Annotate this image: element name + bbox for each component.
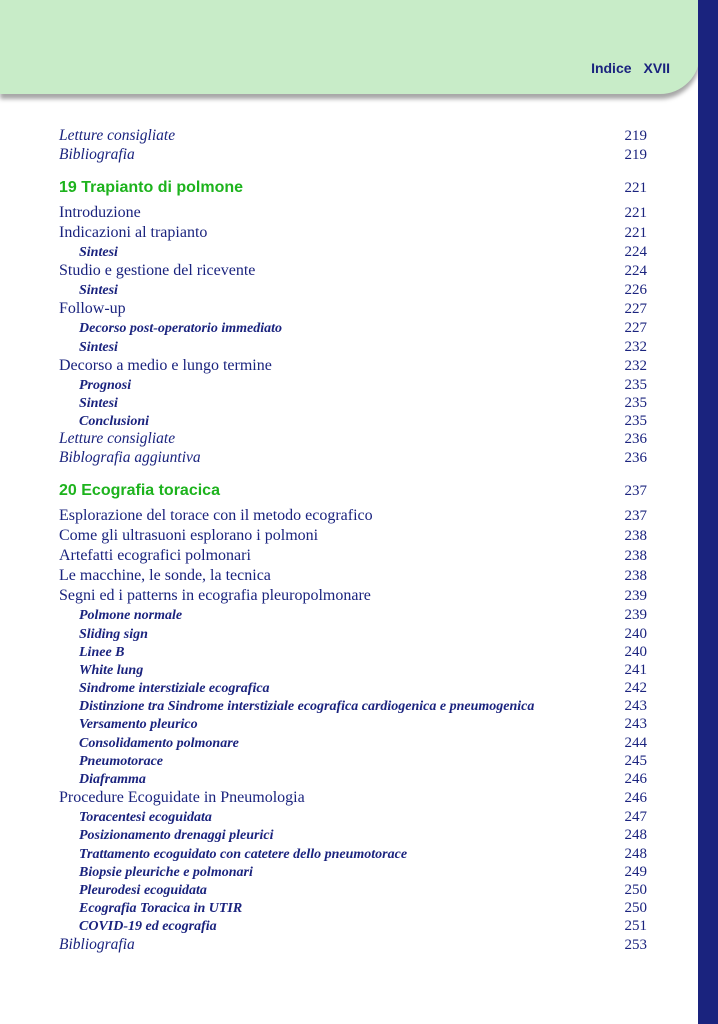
toc-entry[interactable] [59, 679, 647, 697]
toc-entry-title: Letture consigliate [59, 127, 176, 144]
toc-entry-page: 236 [624, 431, 647, 448]
toc-entry-title: Diaframma [79, 772, 146, 787]
toc-entry-title: Sintesi [79, 245, 118, 260]
toc-entry-title: 19 Trapianto di polmone [59, 179, 244, 196]
toc-entry[interactable] [59, 643, 647, 661]
toc-entry-title: Sindrome interstiziale ecografica [79, 681, 270, 697]
toc-entry[interactable] [59, 899, 647, 917]
running-header [591, 60, 670, 76]
toc-entry-page: 235 [624, 376, 647, 393]
toc-entry-page: 238 [624, 568, 647, 585]
toc-entry[interactable] [59, 412, 647, 430]
toc-entry-title: Decorso a medio e lungo termine [59, 356, 272, 374]
header-page-number: XVII [643, 60, 670, 76]
toc-entry[interactable] [59, 734, 647, 752]
header-band [0, 0, 700, 94]
toc-entry-page: 242 [624, 680, 647, 697]
toc-entry-page: 248 [624, 827, 647, 844]
toc-entry-title: Indicazioni al trapianto [59, 224, 208, 241]
toc-entry[interactable] [59, 127, 647, 146]
toc-entry-page: 226 [624, 282, 647, 299]
toc-entry-title: Artefatti ecografici polmonari [59, 547, 251, 565]
toc-entry[interactable] [59, 625, 647, 643]
toc-entry-title: Decorso post-operatorio immediato [79, 321, 282, 337]
toc-entry-title: Introduzione [59, 204, 141, 221]
toc-entry-title: Come gli ultrasuoni esplorano i polmoni [59, 527, 319, 545]
toc-entry[interactable] [59, 146, 647, 165]
toc-entry[interactable] [59, 845, 647, 863]
toc-entry[interactable] [59, 526, 647, 546]
toc-entry[interactable] [59, 243, 647, 261]
toc-entry-title: Prognosi [79, 377, 132, 393]
toc-chapter[interactable] [59, 479, 647, 503]
toc-entry-page: 240 [624, 643, 647, 660]
toc-entry-title: Sintesi [79, 339, 118, 355]
toc-entry-title: Le macchine, le sonde, la tecnica [59, 567, 271, 585]
toc-entry-page: 235 [624, 413, 647, 430]
toc-entry-page: 248 [624, 845, 647, 862]
toc-entry-title: 20 Ecografia toracica [59, 482, 220, 500]
toc-entry[interactable] [59, 788, 647, 808]
toc-entry-title: Posizionamento drenaggi pleurici [79, 828, 274, 844]
toc-entry[interactable] [59, 506, 647, 526]
toc-entry[interactable] [59, 319, 647, 337]
toc-entry-page: 224 [624, 244, 647, 260]
toc-entry[interactable] [59, 606, 647, 624]
edge-bar [698, 0, 718, 1024]
toc-entry-title: White lung [79, 662, 144, 678]
toc-entry-title: Polmone normale [79, 608, 183, 624]
toc-entry-title: Versamento pleurico [79, 717, 198, 733]
toc-entry-title: Ecografia Toracica in UTIR [79, 901, 243, 917]
toc-entry[interactable] [59, 566, 647, 586]
toc-entry-title: Conclusioni [79, 414, 150, 430]
toc-entry[interactable] [59, 430, 647, 449]
toc-entry[interactable] [59, 586, 647, 606]
toc-entry-page: 243 [624, 716, 647, 733]
toc-entry-page: 219 [624, 128, 647, 144]
toc-entry[interactable] [59, 449, 647, 468]
toc-entry-page: 251 [624, 918, 647, 935]
toc-entry-page: 250 [624, 900, 647, 917]
toc-entry-page: 246 [624, 790, 647, 807]
toc-entry-page: 245 [624, 752, 647, 769]
toc-entry-title: Sintesi [79, 283, 118, 299]
toc-entry-page: 221 [624, 225, 647, 241]
toc-entry-title: COVID-19 ed ecografia [79, 919, 217, 935]
toc-entry-page: 219 [624, 146, 647, 163]
toc-entry-page: 250 [624, 881, 647, 898]
toc-entry-title: Procedure Ecoguidate in Pneumologia [59, 789, 305, 807]
toc-entry-title: Sintesi [79, 395, 118, 411]
toc-entry-title: Letture consigliate [59, 430, 176, 448]
toc-entry[interactable] [59, 752, 647, 770]
toc-entry-title: Pleurodesi ecoguidata [79, 882, 207, 898]
toc-entry-page: 221 [624, 205, 647, 221]
toc-entry-page: 246 [624, 771, 647, 787]
toc-entry-page: 221 [624, 180, 647, 196]
toc-entry-page: 247 [624, 809, 647, 826]
toc-entry-title: Toracentesi ecoguidata [79, 810, 212, 826]
toc-entry-title: Bibliografia [59, 935, 135, 953]
toc-entry-page: 227 [624, 301, 647, 318]
toc-entry[interactable] [59, 917, 647, 935]
toc-entry-page: 238 [624, 528, 647, 545]
toc-entry-page: 236 [624, 449, 647, 466]
toc-entry-title: Bibliografia [59, 145, 135, 163]
toc-entry-title: Trattamento ecoguidato con catetere dello pneumotorace [79, 846, 408, 862]
toc-entry[interactable] [59, 661, 647, 679]
toc-entry-page: 235 [624, 394, 647, 411]
toc-entry-page: 244 [624, 734, 647, 751]
toc-entry-title: Pneumotorace [79, 753, 163, 769]
toc-entry-page: 243 [624, 698, 647, 715]
toc-entry[interactable] [59, 826, 647, 844]
toc-entry[interactable] [59, 863, 647, 881]
toc-entry[interactable] [59, 936, 647, 955]
toc-entry-title: Distinzione tra Sindrome interstiziale ecografica cardiogenica e pneumogenica [79, 699, 535, 715]
table-of-contents [59, 127, 647, 954]
toc-entry[interactable] [59, 715, 647, 733]
toc-entry-title: Linee B [79, 644, 125, 660]
toc-entry[interactable] [59, 376, 647, 394]
toc-entry[interactable] [59, 338, 647, 356]
toc-entry-page: 224 [624, 263, 647, 280]
toc-entry-title: Biopsie pleuriche e polmonari [79, 864, 253, 880]
toc-entry-page: 227 [624, 320, 647, 337]
toc-entry[interactable] [59, 546, 647, 566]
toc-entry[interactable] [59, 881, 647, 899]
toc-entry-title: Esplorazione del torace con il metodo ecografico [59, 507, 373, 525]
toc-entry-page: 241 [624, 661, 647, 678]
toc-entry-page: 239 [624, 588, 647, 605]
toc-entry[interactable] [59, 394, 647, 412]
toc-entry[interactable] [59, 281, 647, 299]
toc-entry-page: 238 [624, 548, 647, 565]
toc-entry[interactable] [59, 770, 647, 788]
toc-entry-page: 240 [624, 625, 647, 642]
toc-entry-page: 239 [624, 607, 647, 624]
toc-entry-title: Studio e gestione del ricevente [59, 262, 256, 280]
header-section: Indice [591, 60, 632, 76]
toc-entry-title: Follow-up [59, 300, 126, 318]
toc-entry-page: 249 [624, 863, 647, 880]
toc-chapter[interactable] [59, 176, 647, 200]
toc-entry-title: Biblografia aggiuntiva [59, 448, 201, 466]
toc-entry[interactable] [59, 203, 647, 223]
toc-entry-title: Segni ed i patterns in ecografia pleuropolmonare [59, 587, 371, 605]
toc-entry-page: 237 [624, 483, 647, 500]
toc-entry[interactable] [59, 223, 647, 243]
toc-entry[interactable] [59, 261, 647, 281]
toc-entry-page: 232 [624, 338, 647, 355]
toc-entry-page: 232 [624, 357, 647, 374]
toc-entry[interactable] [59, 299, 647, 319]
toc-entry[interactable] [59, 356, 647, 376]
toc-entry[interactable] [59, 697, 647, 715]
toc-entry-title: Sliding sign [79, 626, 148, 642]
toc-entry-page: 253 [624, 936, 647, 953]
toc-entry-title: Consolidamento polmonare [79, 735, 239, 751]
toc-entry[interactable] [59, 808, 647, 826]
toc-entry-page: 237 [624, 508, 647, 525]
